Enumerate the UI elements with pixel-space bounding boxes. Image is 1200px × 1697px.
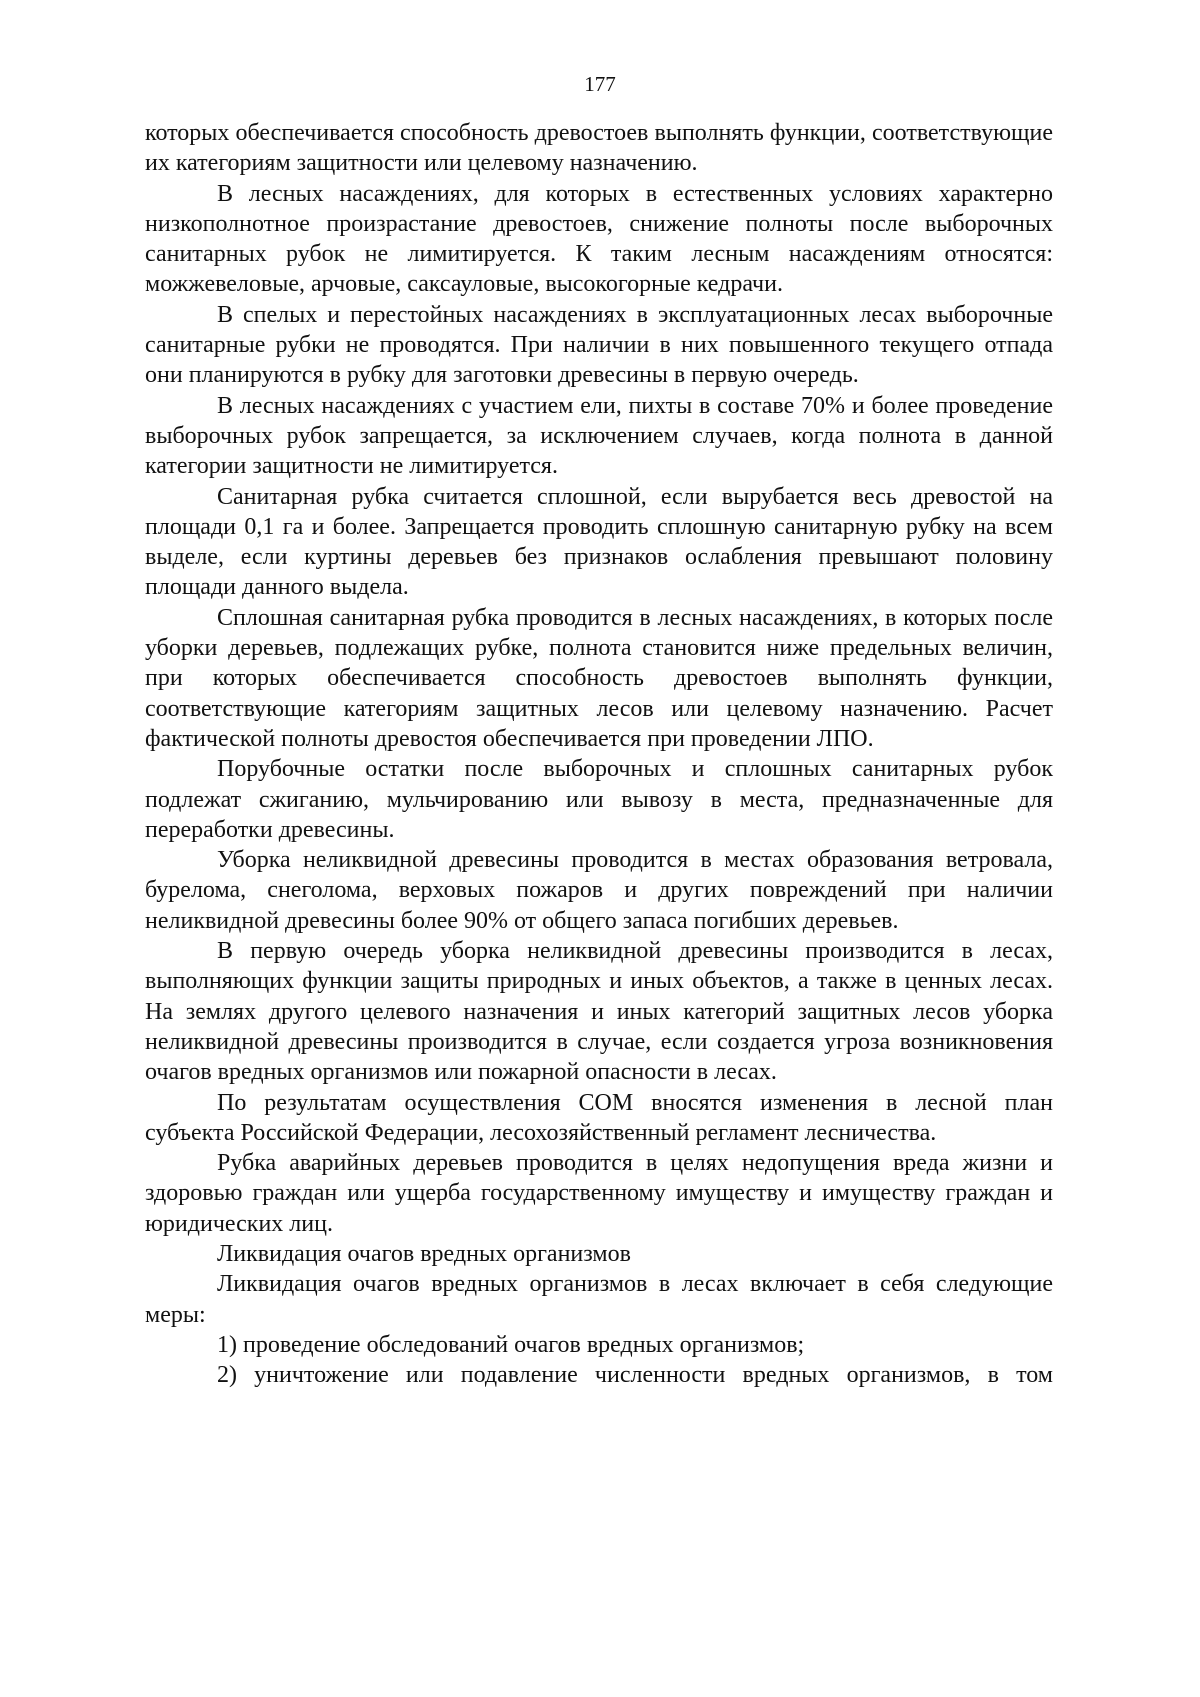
list-item-1: 1) проведение обследований очагов вредных организмов; — [217, 1331, 805, 1358]
paragraph-illiquid-wood: Уборка неликвидной древесины проводится в местах образования ветровала, бурелома, снеголома, верховых пожаров и других повреждений при наличии неликвидной древесины более 90% от общего запаса погибших деревьев. — [145, 847, 1053, 934]
section-heading-pest-outbreaks: Ликвидация очагов вредных организмов — [217, 1240, 631, 1267]
page-number: 177 — [584, 72, 616, 96]
paragraph-pest-measures-intro: Ликвидация очагов вредных организмов в лесах включает в себя следующие меры: — [145, 1271, 1053, 1328]
paragraph-spruce-fir: В лесных насаждениях с участием ели, пихты в составе 70% и более проведение выборочных рубок запрещается, за исключением случаев, когда полнота в данной категории защитности не лимитируется. — [145, 392, 1053, 480]
document-body — [145, 118, 1053, 1390]
paragraph-clear-sanitary-conditions: Сплошная санитарная рубка проводится в лесных насаждениях, в которых после уборки деревьев, подлежащих рубке, полнота становится ниже предельных величин, при которых обеспечивается способность древостоев выполнять функции, соответствующие категориям защитных лесов или целевому назначению. Расчет фактической полноты древостоя обеспечивается при проведении ЛПО. — [145, 604, 1053, 752]
paragraph-som-results: По результатам осуществления СОМ вносятся изменения в лесной план субъекта Российской Федерации, лесохозяйственный регламент лесничества. — [145, 1089, 1053, 1146]
paragraph-continuation: которых обеспечивается способность древостоев выполнять функции, соответствующие их категориям защитности или целевому назначению. — [145, 120, 1053, 177]
list-item-2: 2) уничтожение или подавление численности вредных организмов, в том — [217, 1362, 1053, 1389]
paragraph-clear-sanitary-definition: Санитарная рубка считается сплошной, если вырубается весь древостой на площади 0,1 га и более. Запрещается проводить сплошную санитарную рубку на всем выделе, если куртины деревьев без признаков ослабления превышают половину площади данного выдела. — [145, 483, 1053, 601]
paragraph-hazard-trees: Рубка аварийных деревьев проводится в целях недопущения вреда жизни и здоровью граждан или ущерба государственному имуществу и имуществу граждан и юридических лиц. — [145, 1150, 1053, 1237]
paragraph-low-density-stands: В лесных насаждениях, для которых в естественных условиях характерно низкополнотное произрастание древостоев, снижение полноты после выборочных санитарных рубок не лимитируется. К таким лесным насаждениям относятся: можжевеловые, арчовые, саксауловые, высокогорные кедрачи. — [145, 180, 1053, 298]
paragraph-mature-stands: В спелых и перестойных насаждениях в эксплуатационных лесах выборочные санитарные рубки не проводятся. При наличии в них повышенного текущего отпада они планируются в рубку для заготовки древесины в первую очередь. — [145, 301, 1053, 389]
paragraph-logging-residues: Порубочные остатки после выборочных и сплошных санитарных рубок подлежат сжиганию, мульчированию или вывозу в места, предназначенные для переработки древесины. — [145, 756, 1053, 843]
paragraph-illiquid-priority: В первую очередь уборка неликвидной древесины производится в лесах, выполняющих функции защиты природных и иных объектов, а также в ценных лесах. На землях другого целевого назначения и иных категорий защитных лесов уборка неликвидной древесины производится в случае, если создается угроза возникновения очагов вредных организмов или пожарной опасности в лесах. — [145, 938, 1053, 1086]
